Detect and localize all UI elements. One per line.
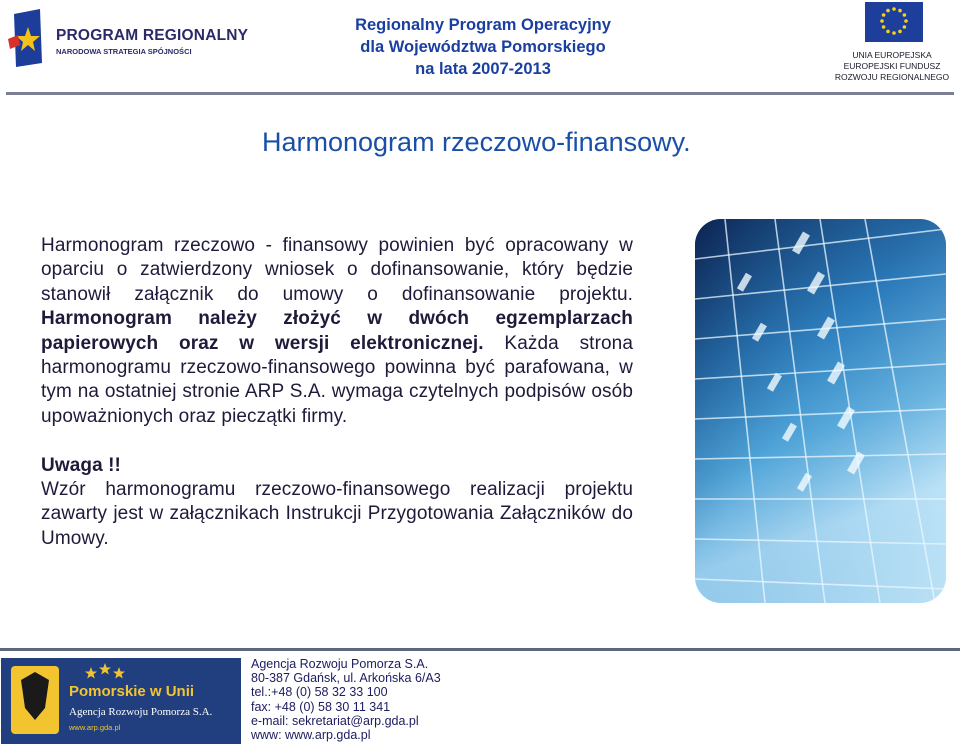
logo-url-text: www.arp.gda.pl bbox=[69, 723, 121, 732]
program-logo-subtitle: NARODOWA STRATEGIA SPÓJNOŚCI bbox=[56, 47, 192, 56]
footer-address: 80-387 Gdańsk, ul. Arkońska 6/A3 bbox=[251, 671, 441, 686]
pomorskie-w-unii-logo bbox=[1, 658, 241, 744]
program-star-icon bbox=[6, 9, 50, 67]
footer-org: Agencja Rozwoju Pomorza S.A. bbox=[251, 657, 429, 671]
footer-fax: fax: +48 (0) 58 30 11 341 bbox=[251, 699, 391, 714]
pomorskie-logo-graphic bbox=[1, 658, 241, 744]
footer-contact bbox=[251, 657, 441, 742]
paragraph-template-note: Wzór harmonogramu rzeczowo-finansowego realizacji projektu zawarty jest w załącznikach Instrukcji Przygotowania Załączników do Umowy. bbox=[41, 479, 633, 549]
eu-text-line-1: UNIA EUROPEJSKA bbox=[852, 50, 932, 60]
footer-tel: tel.:+48 (0) 58 32 33 100 bbox=[251, 685, 388, 700]
eu-logo bbox=[830, 2, 954, 86]
program-heading-line-3: na lata 2007-2013 bbox=[415, 60, 551, 78]
eu-text-line-3: ROZWOJU REGIONALNEGO bbox=[834, 72, 950, 82]
slide-title: Harmonogram rzeczowo-finansowy. bbox=[262, 127, 691, 157]
paragraph-harmonogram-part-1: Harmonogram rzeczowo - finansowy powinien być opracowany w oparciu o zatwierdzony wniosek o dofinansowanie, który będzie stanowił załącznik do umowy o dofinansowanie projektu. bbox=[41, 235, 633, 305]
logo-pomorskie-text: Pomorskie w Unii bbox=[69, 683, 195, 700]
header bbox=[0, 0, 960, 92]
program-heading bbox=[300, 14, 666, 80]
warning-label-text: Uwaga !! bbox=[41, 454, 121, 476]
program-regionalny-logo bbox=[6, 9, 249, 67]
program-heading-line-1: Regionalny Program Operacyjny bbox=[355, 16, 611, 34]
warning-label bbox=[41, 454, 633, 478]
spreadsheet-photo-image bbox=[695, 219, 946, 603]
footer-www[interactable]: www: www.arp.gda.pl bbox=[251, 728, 371, 743]
program-heading-line-2: dla Województwa Pomorskiego bbox=[360, 38, 606, 56]
slide-body bbox=[41, 234, 633, 551]
paragraph-harmonogram bbox=[41, 234, 633, 429]
eu-text bbox=[830, 50, 954, 83]
footer-divider bbox=[0, 648, 960, 651]
eu-flag-icon bbox=[865, 2, 923, 42]
logo-agency-text: Agencja Rozwoju Pomorza S.A. bbox=[69, 706, 213, 718]
paragraph-harmonogram-part-2: Każda strona harmonogramu rzeczowo-finansowego powinna być parafowana, w tym na ostatniej stronie ARP S.A. wymaga czytelnych podpisów osób upoważnionych oraz pieczątki firmy. bbox=[41, 332, 633, 427]
header-divider bbox=[6, 92, 954, 95]
paragraph-harmonogram-emphasis: Harmonogram należy złożyć w dwóch egzemplarzach papierowych oraz w wersji elektronicznej. bbox=[41, 308, 633, 354]
spreadsheet-photo bbox=[695, 219, 946, 603]
footer-email[interactable]: e-mail: sekretariat@arp.gda.pl bbox=[251, 713, 419, 728]
program-logo-title: PROGRAM REGIONALNY bbox=[56, 27, 249, 44]
eu-text-line-2: EUROPEJSKI FUNDUSZ bbox=[843, 61, 941, 71]
